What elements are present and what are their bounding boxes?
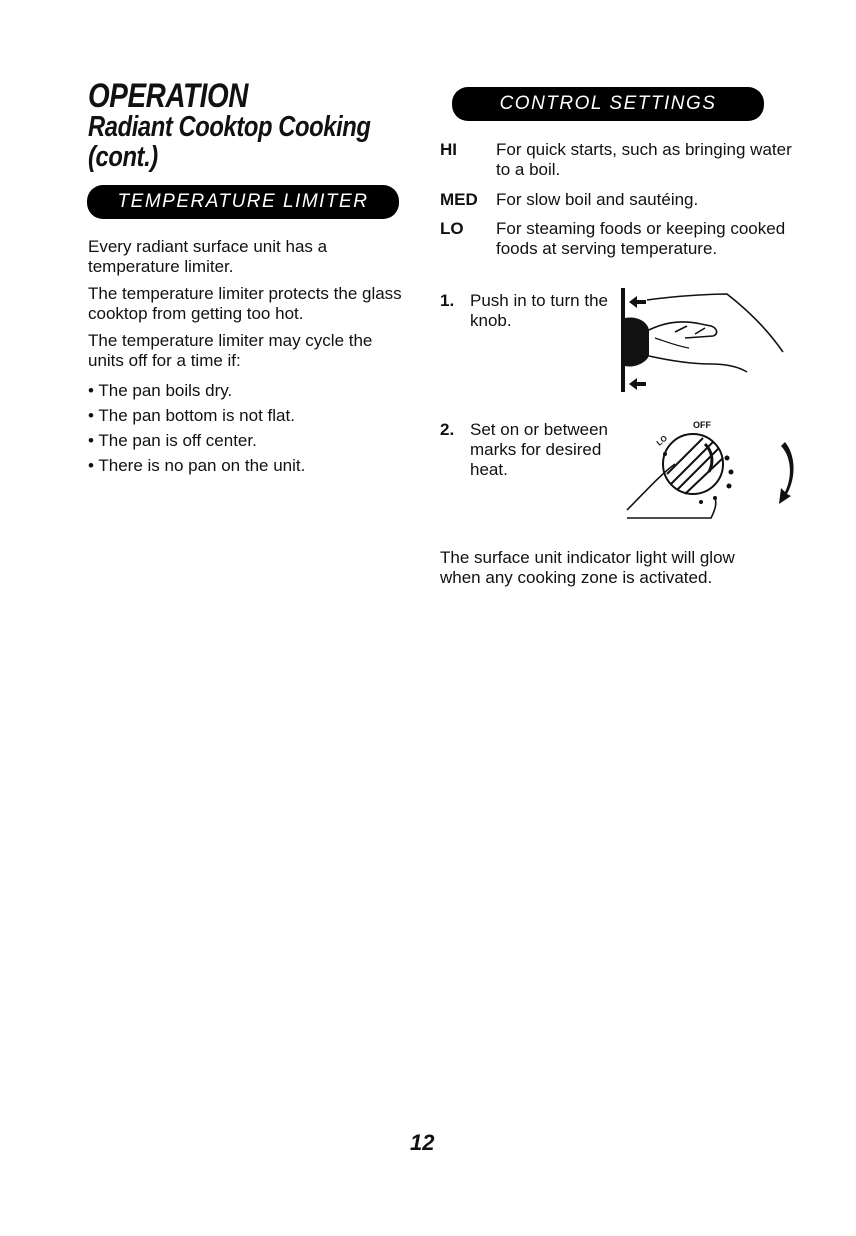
indicator-light-note: The surface unit indicator light will glow when any cooking zone is activated. [440, 548, 735, 587]
step-text: Push in to turn the knob. [470, 291, 608, 330]
step-number: 1. [440, 291, 455, 310]
limiter-bullet: • The pan bottom is not flat. [88, 406, 295, 425]
step-push-knob [440, 291, 610, 331]
setting-code: HI [440, 140, 457, 159]
limiter-bullet: • The pan is off center. [88, 431, 257, 450]
temperature-limiter-body [88, 237, 403, 481]
push-knob-illustration [615, 282, 790, 394]
page-title-line2: (cont.) [88, 141, 158, 173]
limiter-paragraph: The temperature limiter protects the glass cooktop from getting too hot. [88, 284, 402, 323]
arrow-left-icon [629, 296, 637, 308]
limiter-paragraph: Every radiant surface unit has a temperature limiter. [88, 237, 328, 276]
temperature-limiter-heading: TEMPERATURE LIMITER [87, 185, 399, 219]
page-title-line1: Radiant Cooktop Cooking [88, 111, 371, 143]
step-text: Set on or between marks for desired heat. [470, 420, 608, 479]
limiter-bullet: • The pan boils dry. [88, 381, 233, 400]
page-number: 12 [410, 1130, 435, 1155]
setting-text: For quick starts, such as bringing water to a boil. [496, 140, 792, 179]
setting-hi [440, 140, 800, 180]
setting-text: For slow boil and sautéing. [496, 190, 699, 209]
section-title: OPERATION [88, 77, 248, 115]
limiter-bullet: • There is no pan on the unit. [88, 456, 306, 475]
arrow-left-icon [629, 378, 637, 390]
heat-knob-illustration [605, 414, 800, 526]
hand-icon [647, 294, 783, 372]
setting-code: LO [440, 219, 464, 238]
setting-lo [440, 219, 800, 259]
limiter-paragraph: The temperature limiter may cycle the units off for a time if: [88, 331, 373, 370]
knob-icon [625, 318, 649, 367]
knob-label-lo: LO [654, 433, 670, 448]
knob-label-off: OFF [693, 420, 711, 430]
control-settings-heading: CONTROL SETTINGS [452, 87, 764, 121]
setting-text: For steaming foods or keeping cooked foods at serving temperature. [496, 219, 786, 258]
step-number: 2. [440, 420, 455, 439]
knob-dial-icon [663, 434, 734, 504]
setting-med [440, 190, 800, 210]
rotate-arrow-icon [779, 442, 794, 504]
setting-code: MED [440, 190, 478, 209]
